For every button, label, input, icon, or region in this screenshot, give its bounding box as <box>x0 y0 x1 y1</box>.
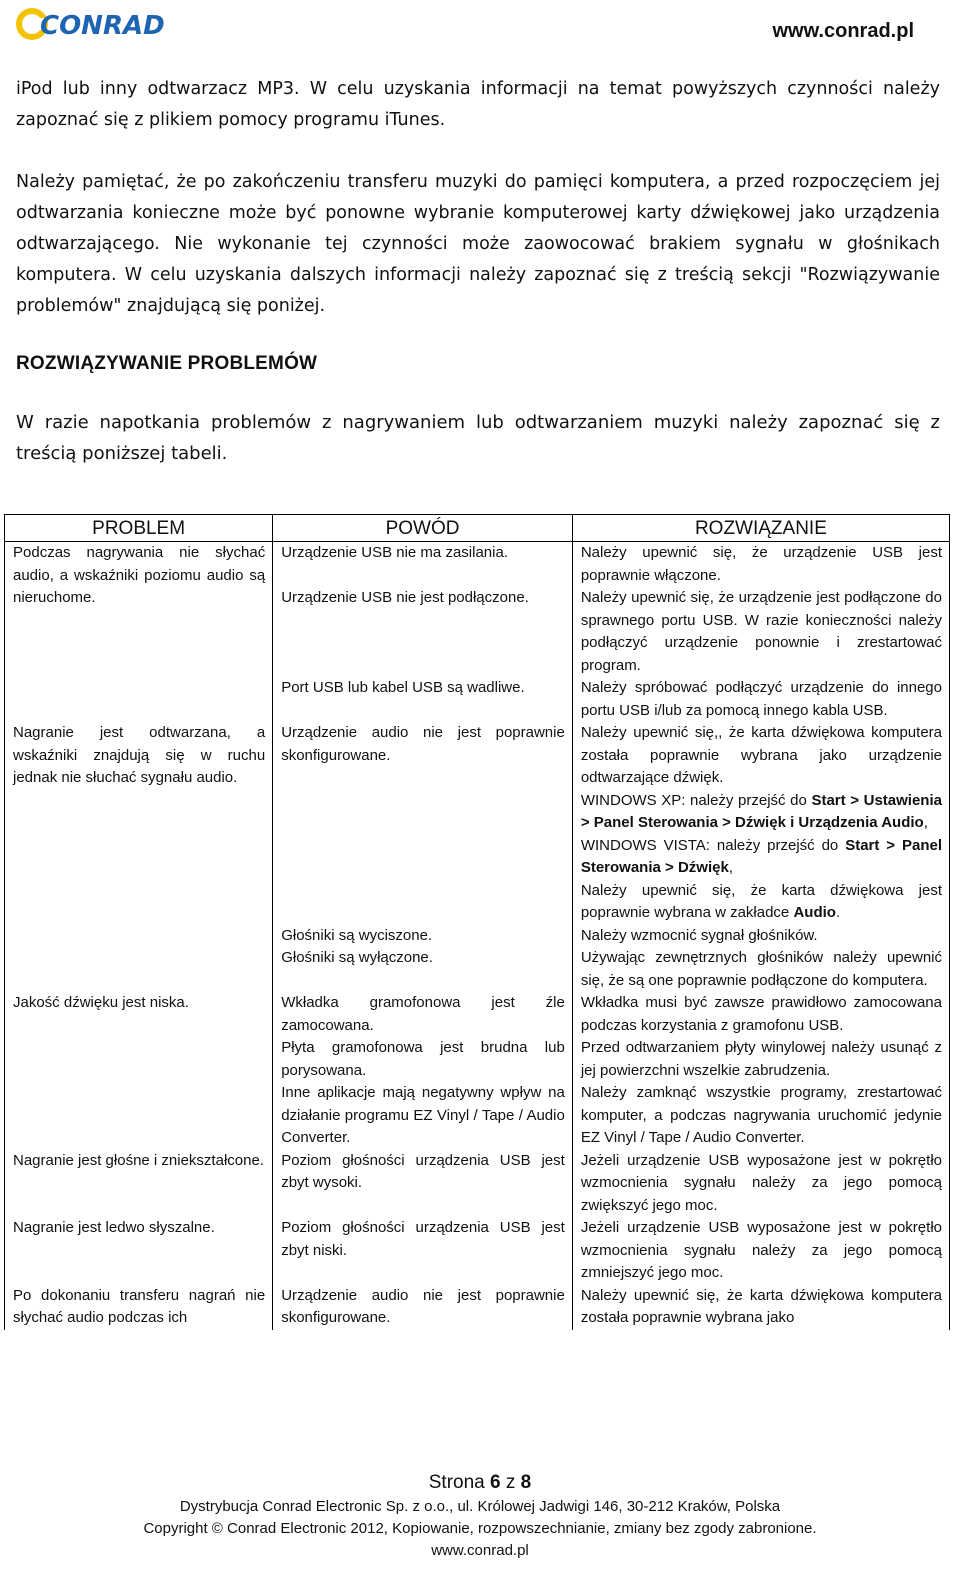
table-row <box>5 992 950 1037</box>
cause-cell: Urządzenie USB nie jest podłączone. <box>273 587 573 677</box>
cause-cell: Poziom głośności urządzenia USB jest zbyt niski. <box>273 1217 573 1285</box>
page-content <box>16 70 940 469</box>
section-heading: ROZWIĄZYWANIE PROBLEMÓW <box>16 353 318 374</box>
solution-cell: Należy zamknąć wszystkie programy, zrestartować komputer, a podczas nagrywania uruchomić jedynie EZ Vinyl / Tape / Audio Converter. <box>572 1082 949 1150</box>
paragraph-itunes-note: iPod lub inny odtwarzacz MP3. W celu uzyskania informacji na temat powyższych czynności należy zapoznać się z plikiem pomocy programu iTunes. <box>16 79 940 130</box>
problem-cell: Podczas nagrywania nie słychać audio, a wskaźniki poziomu audio są nieruchome. <box>5 542 273 723</box>
page-number-prefix: Strona <box>428 1472 491 1493</box>
footer-copyright: Copyright © Conrad Electronic 2012, Kopiowanie, rozpowszechnianie, zmiany bez zgody zabronione. <box>143 1520 817 1537</box>
cause-cell: Urządzenie audio nie jest poprawnie skonfigurowane. <box>273 1285 573 1330</box>
table-row <box>5 1217 950 1285</box>
header-url[interactable]: www.conrad.pl <box>772 20 914 42</box>
header-problem: PROBLEM <box>5 515 273 542</box>
solution-tab-audio: Audio <box>793 904 836 921</box>
solution-cell: Należy upewnić się, że urządzenie USB jest poprawnie włączone. <box>572 542 949 588</box>
solution-cell: Należy spróbować podłączyć urządzenie do innego portu USB i/lub za pomocą innego kabla USB. <box>572 677 949 722</box>
problem-cell: Nagranie jest ledwo słyszalne. <box>5 1217 273 1285</box>
solution-text-span: , <box>923 814 928 831</box>
problem-cell: Po dokonaniu transferu nagrań nie słychać audio podczas ich <box>5 1285 273 1330</box>
solution-text-span: , <box>728 859 733 876</box>
cause-cell: Urządzenie USB nie ma zasilania. <box>273 542 573 588</box>
header-solution: ROZWIĄZANIE <box>572 515 949 542</box>
cause-cell: Głośniki są wyciszone. <box>273 925 573 948</box>
page-number-current: 6 <box>490 1472 501 1493</box>
solution-text-vista <box>581 835 942 880</box>
cause-cell: Poziom głośności urządzenia USB jest zbyt wysoki. <box>273 1150 573 1218</box>
cause-cell: Port USB lub kabel USB są wadliwe. <box>273 677 573 722</box>
cause-cell: Urządzenie audio nie jest poprawnie skonfigurowane. <box>273 722 573 925</box>
solution-cell: Wkładka musi być zawsze prawidłowo zamocowana podczas korzystania z gramofonu USB. <box>572 992 949 1037</box>
table-header-row <box>5 515 950 542</box>
table-row <box>5 1285 950 1330</box>
logo-text: CONRAD <box>40 11 165 41</box>
solution-text-span: Należy upewnić się, że karta dźwiękowa jest poprawnie wybrana w zakładce <box>580 881 942 921</box>
paragraph-table-intro: W razie napotkania problemów z nagrywaniem lub odtwarzaniem muzyki należy zapoznać się z treścią poniższej tabeli. <box>16 412 940 464</box>
cause-cell: Inne aplikacje mają negatywny wpływ na działanie programu EZ Vinyl / Tape / Audio Converter. <box>273 1082 573 1150</box>
table-row <box>5 722 950 925</box>
footer-url[interactable]: www.conrad.pl <box>431 1542 529 1559</box>
solution-cell: Używając zewnętrznych głośników należy upewnić się, że są one poprawnie podłączone do komputera. <box>572 947 949 992</box>
solution-cell: Należy wzmocnić sygnał głośników. <box>572 925 949 948</box>
solution-cell: Jeżeli urządzenie USB wyposażone jest w pokrętło wzmocnienia sygnału należy za jego pomocą zmniejszyć jego moc. <box>572 1217 949 1285</box>
cause-cell: Głośniki są wyłączone. <box>273 947 573 992</box>
solution-text-span: . <box>835 904 841 921</box>
page-number <box>0 1470 960 1496</box>
page-header <box>0 0 960 60</box>
problem-cell: Nagranie jest odtwarzana, a wskaźniki znajdują się w ruchu jednak nie słuchać sygnału audio. <box>5 722 273 992</box>
solution-path-vista: Start > Panel Sterowania > Dźwięk <box>580 836 942 876</box>
conrad-logo-graphic <box>14 4 170 44</box>
troubleshooting-table <box>4 514 950 1330</box>
solution-text-audio-tab <box>581 880 942 925</box>
solution-path-xp: Start > Ustawienia > Panel Sterowania > Dźwięk i Urządzenia Audio <box>580 791 942 831</box>
table-row <box>5 1150 950 1218</box>
solution-text-xp <box>581 790 942 835</box>
table-row <box>5 542 950 588</box>
cause-cell: Wkładka gramofonowa jest źle zamocowana. <box>273 992 573 1037</box>
header-cause: POWÓD <box>273 515 573 542</box>
solution-text-span: WINDOWS XP: należy przejść do <box>580 791 812 809</box>
solution-text: Należy upewnić się,, że karta dźwiękowa komputera została poprawnie wybrana jako urządzenie odtwarzające dźwięk. <box>580 724 942 786</box>
solution-cell: Należy upewnić się, że karta dźwiękowa komputera została poprawnie wybrana jako <box>572 1285 949 1330</box>
conrad-logo <box>14 4 170 49</box>
problem-cell: Nagranie jest głośne i zniekształcone. <box>5 1150 273 1218</box>
cause-cell: Płyta gramofonowa jest brudna lub porysowana. <box>273 1037 573 1082</box>
solution-cell: Należy upewnić się, że urządzenie jest podłączone do sprawnego portu USB. W razie konieczności należy podłączyć urządzenie ponownie i zrestartować program. <box>572 587 949 677</box>
solution-cell: Jeżeli urządzenie USB wyposażone jest w pokrętło wzmocnienia sygnału należy za jego pomocą zwiększyć jego moc. <box>572 1150 949 1218</box>
paragraph-playback-note: Należy pamiętać, że po zakończeniu transferu muzyki do pamięci komputera, a przed rozpoczęciem jej odtwarzania konieczne może być ponowne wybranie komputerowej karty dźwiękowej jako urządzenia odtwarzającego. Nie wykonanie tej czynności może zaowocować brakiem sygnału w głośnikach komputera. W celu uzyskania dalszych informacji należy zapoznać się z treścią sekcji "Rozwiązywanie problemów" znajdującą się poniżej. <box>16 172 940 316</box>
solution-cell: Przed odtwarzaniem płyty winylowej należy usunąć z jej powierzchni wszelkie zabrudzenia. <box>572 1037 949 1082</box>
page-footer <box>0 1470 960 1562</box>
footer-distributor: Dystrybucja Conrad Electronic Sp. z o.o., ul. Królowej Jadwigi 146, 30-212 Kraków, Polska <box>179 1498 781 1515</box>
page-number-total: 8 <box>520 1472 532 1493</box>
page-number-separator: z <box>500 1472 521 1493</box>
solution-cell-multi <box>572 722 949 925</box>
problem-cell: Jakość dźwięku jest niska. <box>5 992 273 1150</box>
solution-text-span: WINDOWS VISTA: należy przejść do <box>580 836 846 854</box>
